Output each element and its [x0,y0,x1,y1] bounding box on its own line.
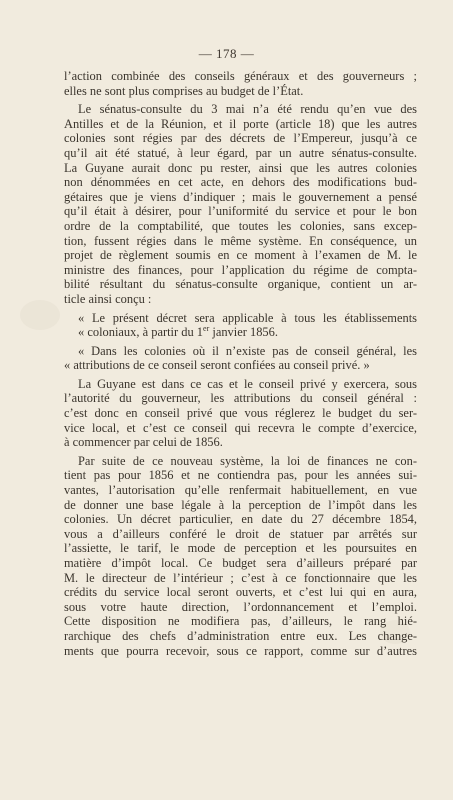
text-line: qu’il était à désirer, pour l’uniformité du service et pour le bon [64,204,417,219]
quote-line: « coloniaux, à partir du 1er janvier 1856. [78,323,278,340]
text-line: Cette disposition ne modifiera pas, d’ailleurs, le rang hié- [64,614,417,629]
ordinal-suffix: er [203,323,210,333]
text-line: La Guyane est dans ce cas et le conseil privé y exercera, sous [78,376,417,391]
text-line: Par suite de ce nouveau système, la loi de finances ne con- [78,453,417,468]
text-line: tion, fussent régies dans le même système. En conséquence, un [64,233,417,248]
text-line: c’est donc en conseil privé que vous réglerez le budget du ser- [64,406,417,421]
text-line: vantes, l’autorisation qu’elle renfermait habituellement, en vue [64,483,417,498]
text-line: La Guyane aurait donc pu rester, ainsi que les autres colonies [64,160,417,175]
paper-stain [20,300,60,330]
paragraph [64,377,417,450]
paragraph [64,454,417,658]
text-line: colonies. Un décret particulier, en date du 27 décembre 1854, [64,512,417,527]
text-line: Antilles et de la Réunion, et il porte (article 18) que les autres [64,116,417,131]
text-line: projet de règlement soumis en ce moment à l’examen de M. le [64,248,417,263]
text-line: ticle ainsi conçu : [64,291,152,306]
body-text [64,69,417,662]
paragraph [64,102,417,306]
page-number: — 178 — [198,46,255,61]
paragraph [64,69,417,98]
text-line: gétaires que je viens d’indiquer ; mais le gouvernement a pensé [64,189,417,204]
quote-line: « Le présent décret sera applicable à tous les établissements [78,310,417,325]
text-line: bilité résultant du sénatus-consulte organique, contient un ar- [64,277,417,292]
quoted-article [64,311,417,340]
text-line: l’assiette, le tarif, le mode de perception et les poursuites en [64,541,417,556]
text-line: colonies sont régies par des décrets de l’Empereur, jusqu’à ce [64,131,417,146]
text-line: de donner une base légale à la perception de l’impôt dans les [64,497,417,512]
text-line: ministre des finances, pour l’application du régime de compta- [64,262,417,277]
text-line: qu’il ait été statué, à leur égard, par un autre sénatus-consulte. [64,145,417,160]
text-line: crédits du service local seront ouverts, et c’est lui qui en aura, [64,585,417,600]
quote-line: « attributions de ce conseil seront confiées au conseil privé. » [64,358,370,373]
text-line: à commencer par celui de 1856. [64,435,223,450]
text-line: tient pas pour 1856 et ne contiendra pas, pour les années sui- [64,468,417,483]
text-line: elles ne sont plus comprises au budget de l’État. [64,83,304,98]
text-line: vice local, et c’est ce conseil qui recevra le compte d’exercice, [64,420,417,435]
text-line: rarchique des chefs d’administration entre eux. Les change- [64,628,417,643]
text-line: l’action combinée des conseils généraux et des gouverneurs ; [64,69,417,83]
text-line: non dénommées en cet acte, en dehors des modifications bud- [64,175,417,190]
text-line: ments que pourra recevoir, sous ce rapport, comme sur d’autres [64,643,417,658]
quoted-article [64,344,417,373]
text-line: sous votre haute direction, l’ordonnancement et l’emploi. [64,599,417,614]
text-line: ordre de la comptabilité, que toutes les colonies, sans excep- [64,218,417,233]
text-line: M. le directeur de l’intérieur ; c’est à ce fonctionnaire que les [64,570,417,585]
text-line: Le sénatus-consulte du 3 mai n’a été rendu qu’en vue des [78,102,417,117]
quote-line: « Dans les colonies où il n’existe pas de conseil général, les [78,343,417,358]
text-line: l’autorité du gouverneur, les attributions du conseil général : [64,391,417,406]
text-line: vous a d’ailleurs conféré le droit de statuer par arrêtés sur [64,526,417,541]
text-line: matière d’impôt local. Ce budget sera d’ailleurs préparé par [64,556,417,570]
